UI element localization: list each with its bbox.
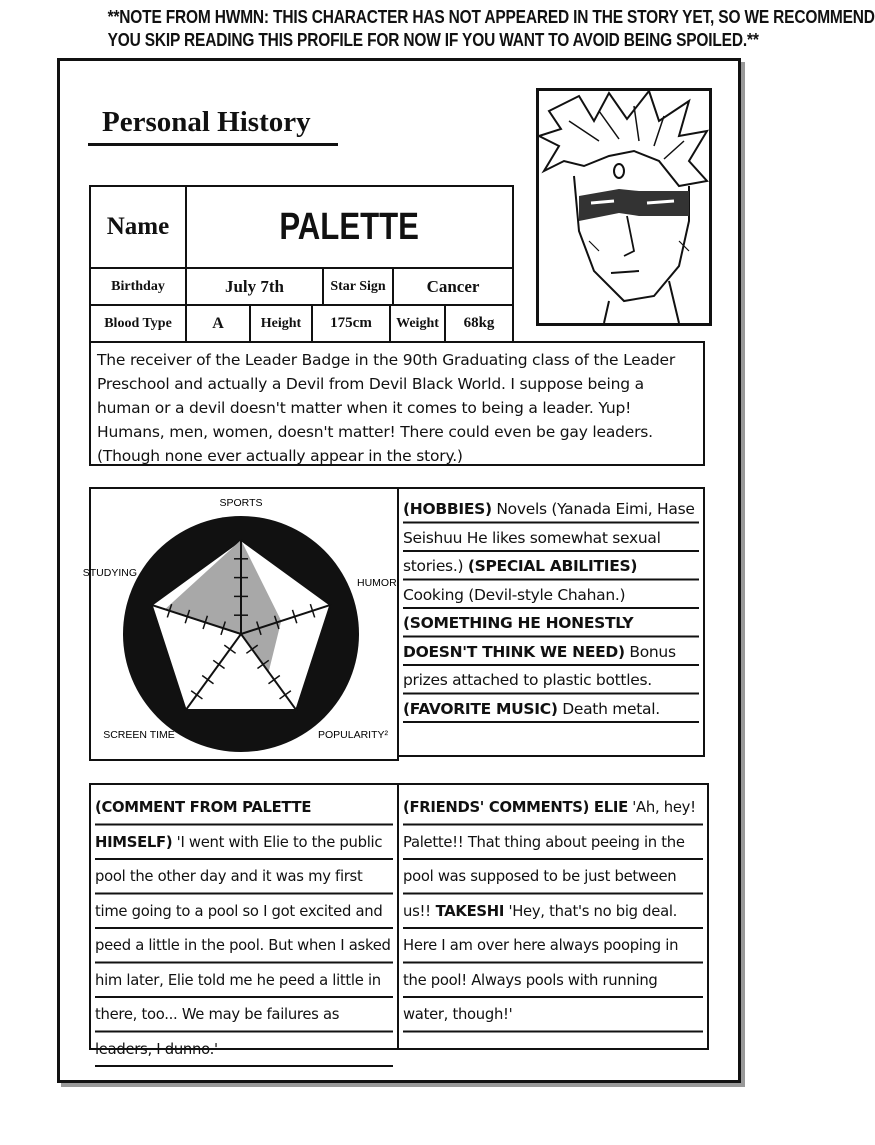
spoiler-note-line-1: **NOTE FROM HWMN: THIS CHARACTER HAS NOT APPEARED IN THE STORY YET, SO WE RECOMMEND [107,7,875,27]
self-comment-column [91,785,397,1058]
title-underline [88,143,338,146]
favorite-music-value: Death metal. [557,699,660,718]
special-abilities-heading: (SPECIAL ABILITIES) [467,557,638,575]
elie-name: ELIE [589,799,628,816]
blood-type-value: A [212,314,224,332]
self-comment-text [95,791,393,1067]
portrait-drawing [539,91,709,323]
hobbies-text [403,495,699,723]
height-label: Height [260,315,302,331]
spoiler-note-line-2: YOU SKIP READING THIS PROFILE FOR NOW IF YOU WANT TO AVOID BEING SPOILED.** [107,30,759,50]
stat-radar-panel [82,487,399,761]
radar-label-humor: HUMOR [357,577,397,589]
friends-comment-heading: (FRIENDS' COMMENTS) [403,799,590,816]
character-portrait [536,88,712,326]
hobbies-heading: (HOBBIES) [403,500,492,518]
birthday-value: July 7th [224,276,285,296]
elie-comment: 'Ah, hey! Palette!! That thing about peeing in the pool was supposed to be just between us!! [403,799,696,920]
weight-label: Weight [396,315,439,331]
profile-table [89,185,514,343]
self-comment-body: 'I went with Elie to the public pool the other day and it was my first time going to a pool so I got excited and peed a little in the pool. But when I asked him later, Elie told me he peed a little in there, too... We may be failures as leaders, I dunno.' [95,833,391,1058]
special-abilities-value: Cooking (Devil-style Chahan.) [403,585,626,604]
radar-label-popularity: POPULARITY² [317,729,389,741]
blood-type-label: Blood Type [104,315,172,331]
friends-comment-column [399,785,707,1048]
hobbies-panel [397,487,705,757]
star-sign-label: Star Sign [330,278,386,294]
comments-panel [89,783,709,1058]
page-title: Personal History [102,106,311,138]
bio-text: The receiver of the Leader Badge in the 90th Graduating class of the Leader Preschool and actually a Devil from Devil Black World. I suppose being a human or a devil doesn't matter when it comes to being a leader. Yup! Humans, men, women, doesn't matter! There could even be gay leaders. (Though none ever actually appear in the story.) [89,341,705,466]
birthday-label: Birthday [111,278,165,294]
hobbies-value: Novels (Yanada Eimi, Hase Seishuu He likes somewhat sexual stories.) [403,500,695,575]
weight-value: 68kg [463,315,495,331]
favorite-music-heading: (FAVORITE MUSIC) [403,699,558,718]
radar-label-studying: STUDYING [82,567,137,579]
height-value: 175cm [330,315,372,331]
character-name [187,187,512,267]
character-name-text: PALETTE [279,205,420,248]
stat-radar-chart [82,489,397,759]
unneeded-thing-value: Bonus prizes attached to plastic bottles. [403,642,676,689]
takeshi-name: TAKESHI [430,902,505,920]
friends-comment-text [403,791,703,1033]
self-comment-heading: (COMMENT FROM PALETTE HIMSELF) [95,799,312,851]
takeshi-comment: 'Hey, that's no big deal. Here I am over here always pooping in the pool! Always pools with running water, though!' [403,902,679,1023]
radar-label-sports: SPORTS [219,497,263,509]
star-sign-value: Cancer [426,276,480,296]
radar-label-screen-time: SCREEN TIME [103,729,175,741]
name-label: Name [106,213,170,240]
unneeded-thing-heading: (SOMETHING HE HONESTLY DOESN'T THINK WE NEED) [403,614,634,661]
spoiler-note [107,6,875,52]
